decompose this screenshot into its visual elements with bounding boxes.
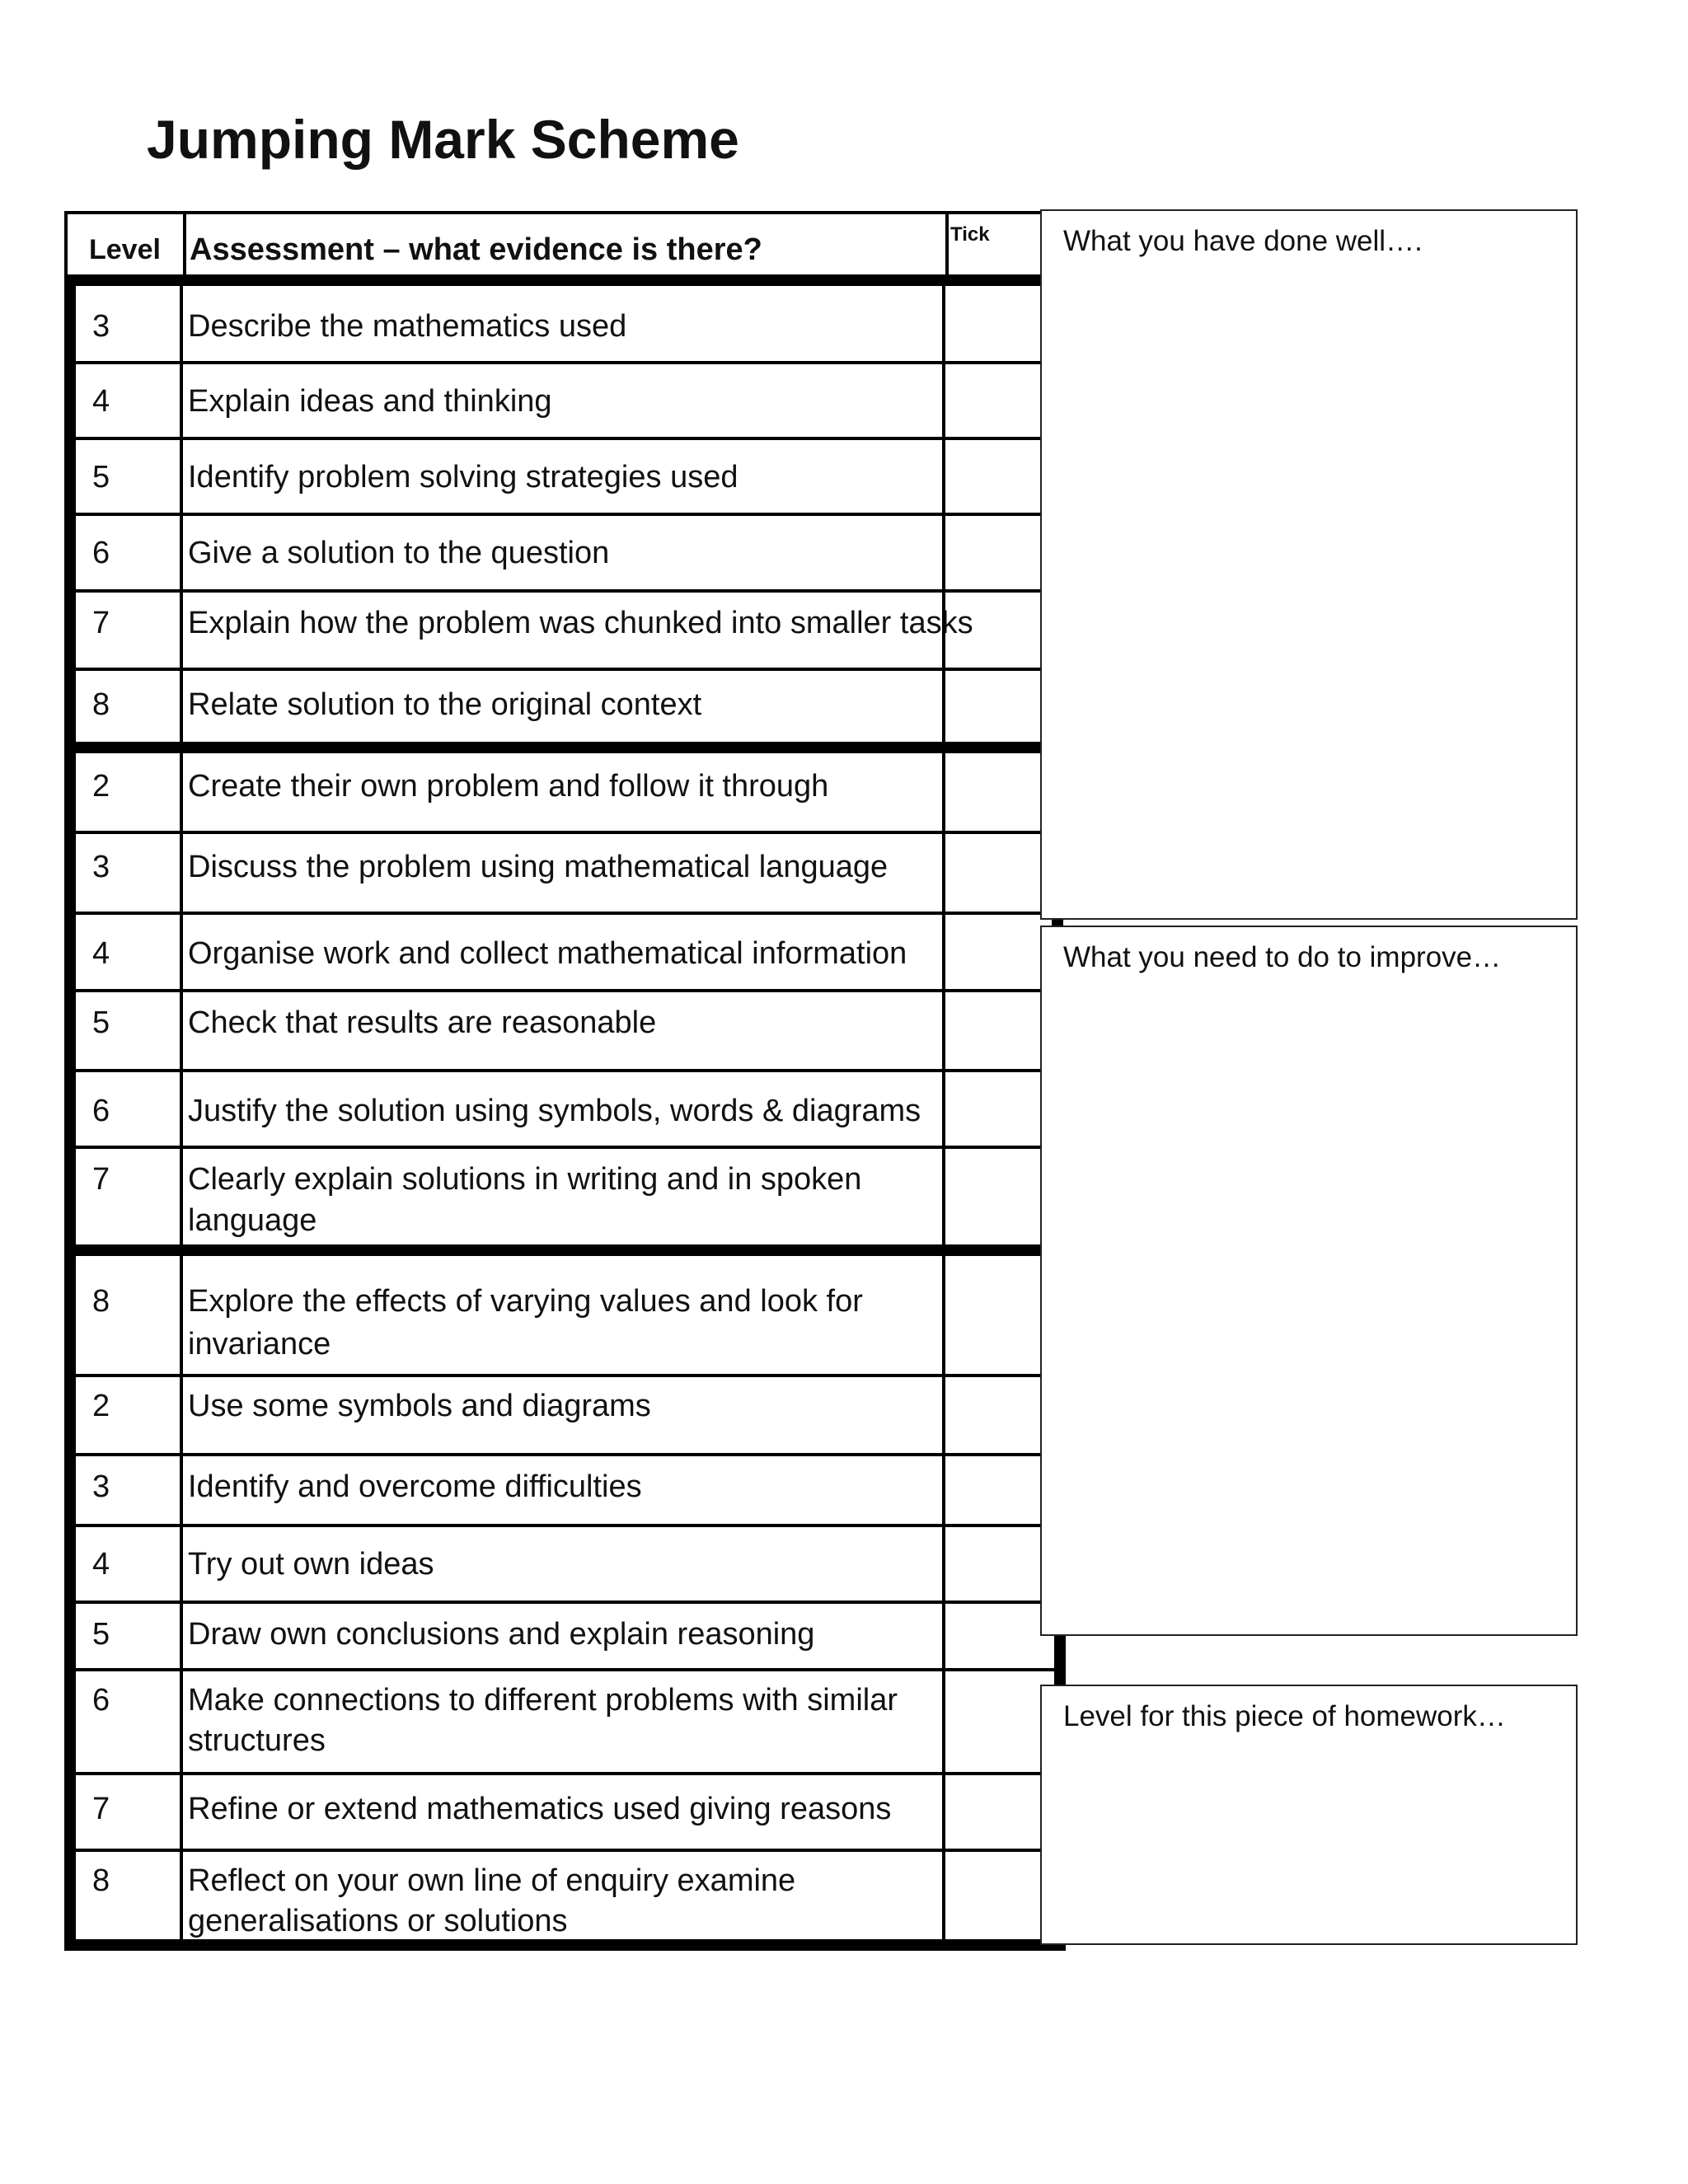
row-criterion: Identify and overcome difficulties [188,1469,642,1504]
section-divider [64,742,1062,753]
improve-label: What you need to do to improve… [1063,941,1502,973]
row-level: 6 [92,1683,110,1718]
table-row [64,834,1062,915]
row-level: 3 [92,850,110,884]
row-criterion: Give a solution to the question [188,536,610,570]
row-criterion: Identify problem solving strategies used [188,460,738,494]
row-criterion: Explain how the problem was chunked into smaller tasks [188,606,973,640]
row-criterion: Reflect on your own line of enquiry examine [188,1863,796,1898]
header-level-cell [68,214,183,276]
row-level: 8 [92,1284,110,1319]
row-criterion: Try out own ideas [188,1547,434,1582]
row-criterion: Create their own problem and follow it through [188,769,829,804]
row-criterion: Use some symbols and diagrams [188,1389,651,1423]
row-criterion: Clearly explain solutions in writing and in spoken [188,1162,862,1197]
table-row [64,1671,1062,1775]
table-row [64,1456,1062,1527]
header-assessment-cell [183,214,945,276]
row-criterion: Make connections to different problems with similar [188,1683,898,1718]
header-tick-label: Tick [950,223,990,246]
row-level: 7 [92,1792,110,1826]
row-criterion: Justify the solution using symbols, words & diagrams [188,1094,921,1128]
row-level: 6 [92,1094,110,1128]
table-header-row [64,211,1062,276]
table-row [64,440,1062,516]
row-level: 2 [92,769,110,804]
table-row [64,915,1062,992]
row-criterion: Draw own conclusions and explain reasoning [188,1617,815,1652]
row-level: 8 [92,1863,110,1898]
level-box[interactable] [1040,1685,1578,1945]
table-row [64,1256,1062,1377]
row-level: 4 [92,936,110,971]
row-criterion: Explain ideas and thinking [188,384,552,419]
level-label: Level for this piece of homework… [1063,1700,1506,1732]
row-criterion: Explore the effects of varying values and look for [188,1284,863,1319]
improve-box[interactable] [1040,926,1578,1636]
header-assessment-label: Assessment – what evidence is there? [190,232,762,267]
row-criterion-continued: language [188,1203,317,1238]
table-row [64,753,1062,834]
table-row [64,992,1062,1072]
section-divider [64,1244,1062,1256]
table-row [64,1149,1062,1244]
table-row [64,1377,1062,1456]
row-criterion: Organise work and collect mathematical information [188,936,907,971]
table-row [64,516,1062,593]
row-level: 2 [92,1389,110,1423]
table-row [64,1527,1062,1604]
page-title: Jumping Mark Scheme [147,109,739,170]
table-row [64,286,1062,364]
table-row [64,1852,1062,1939]
row-level: 5 [92,1005,110,1040]
done-well-box[interactable] [1040,209,1578,920]
row-level: 3 [92,309,110,344]
row-level: 7 [92,1162,110,1197]
table-row [64,593,1062,671]
row-criterion: Check that results are reasonable [188,1005,657,1040]
table-row [64,671,1062,742]
table-row [64,1775,1062,1852]
row-level: 5 [92,460,110,494]
row-criterion: Refine or extend mathematics used giving reasons [188,1792,892,1826]
row-level: 8 [92,687,110,722]
row-level: 4 [92,1547,110,1582]
header-level-label: Level [89,234,161,265]
row-level: 3 [92,1469,110,1504]
row-criterion: Relate solution to the original context [188,687,702,722]
row-level: 4 [92,384,110,419]
row-criterion: Describe the mathematics used [188,309,627,344]
row-criterion-continued: structures [188,1723,326,1758]
table-row [64,1604,1062,1671]
row-criterion: Discuss the problem using mathematical language [188,850,889,884]
row-criterion-continued: generalisations or solutions [188,1904,568,1938]
row-level: 6 [92,536,110,570]
row-criterion-continued: invariance [188,1327,331,1361]
row-level: 5 [92,1617,110,1652]
row-level: 7 [92,606,110,640]
done-well-label: What you have done well…. [1063,225,1423,257]
table-row [64,364,1062,440]
table-row [64,1072,1062,1149]
section-divider-top [64,274,1062,286]
